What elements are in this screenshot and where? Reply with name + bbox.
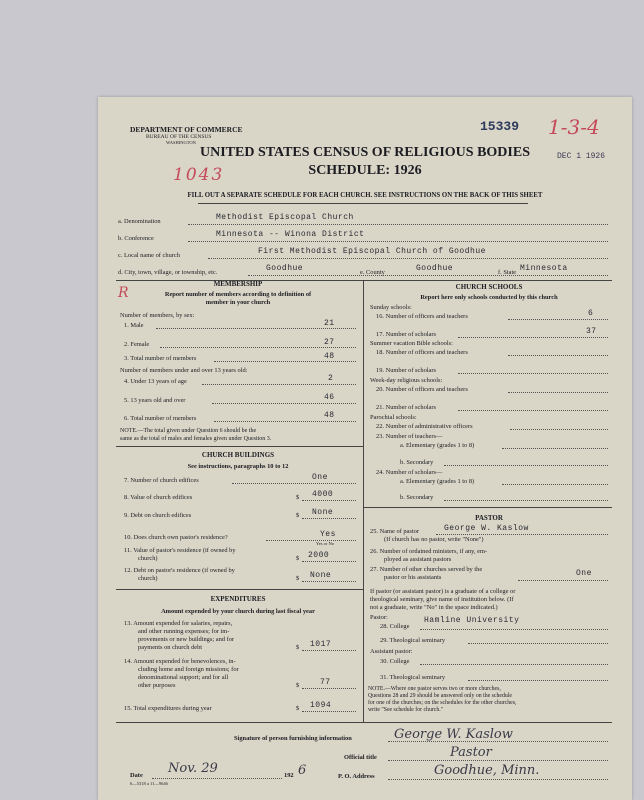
denomination-label: a. Denomination	[118, 218, 161, 225]
pastor-sub-label: Pastor:	[370, 614, 388, 621]
q3-value: 48	[324, 352, 335, 361]
q30-label: 30. College	[380, 658, 410, 665]
q14-value: 77	[320, 678, 331, 687]
expenditures-rule	[116, 589, 363, 590]
received-stamp: DEC 1 1926	[557, 152, 606, 161]
q9-dollar: $	[296, 512, 300, 519]
q14-label-3: denominational support; and for all	[138, 674, 229, 681]
local-name-label: c. Local name of church	[118, 252, 180, 259]
q17-line	[458, 337, 608, 338]
q13-label-1: 13. Amount expended for salaries, repairs,	[124, 620, 233, 627]
buildings-heading: CHURCH BUILDINGS	[201, 451, 275, 459]
q18-label: 18. Number of officers and teachers	[376, 349, 468, 356]
q12-label-2: church)	[138, 575, 158, 582]
q8-value: 4000	[312, 490, 334, 499]
q4-line	[202, 384, 356, 385]
q15-dollar: $	[296, 705, 300, 712]
college-note-1: If pastor (or assistant pastor) is a graduate of a college or	[370, 588, 516, 595]
signature-label: Signature of person furnishing information	[234, 735, 352, 742]
city-field-label: d. City, town, village, or township, etc.	[118, 269, 218, 276]
q24-label: 24. Number of scholars—	[376, 469, 443, 476]
q23b-line	[444, 465, 608, 466]
q6-line	[214, 421, 356, 422]
q16-value: 6	[588, 309, 594, 318]
q27-line	[518, 580, 608, 581]
membership-intro-2: member in your church	[205, 299, 271, 306]
q26-label-2: ployed as assistant pastors	[384, 556, 452, 563]
conference-value: Minnesota -- Winona District	[216, 230, 365, 239]
q12-dollar: $	[296, 575, 300, 582]
q6-label: 6. Total number of members	[124, 415, 197, 422]
q23a-line	[502, 448, 608, 449]
state-value: Minnesota	[520, 264, 568, 273]
age-label: Number of members under and over 13 years old:	[120, 367, 248, 374]
q7-label: 7. Number of church edifices	[124, 477, 199, 484]
college-note-2: theological seminary, give name of institution below. (If	[370, 596, 514, 603]
membership-note-1: NOTE.—The total given under Question 6 should be the	[120, 428, 257, 434]
buildings-rule	[116, 446, 363, 447]
city-label: WASHINGTON	[166, 140, 196, 145]
q8-dollar: $	[296, 494, 300, 501]
q23a-label: a. Elementary (grades 1 to 8)	[400, 442, 475, 449]
q13-value: 1017	[310, 640, 332, 649]
q4-label: 4. Under 13 years of age	[124, 378, 187, 385]
q2-value: 27	[324, 338, 335, 347]
q14-label-4: other purposes	[138, 682, 176, 689]
title-value: Pastor	[450, 745, 492, 760]
q15-label: 15. Total expenditures during year	[124, 705, 212, 712]
year-suffix: 6	[298, 763, 307, 778]
assistant-label: Assistant pastor:	[370, 648, 413, 655]
expenditures-heading: EXPENDITURES	[210, 595, 266, 603]
q2-label: 2. Female	[124, 341, 150, 348]
q2-line	[160, 347, 356, 348]
q20-line	[508, 392, 608, 393]
by-sex-label: Number of members, by sex:	[120, 312, 195, 319]
q1-label: 1. Male	[124, 322, 144, 329]
title-label: Official title	[344, 754, 377, 761]
date-label: Date	[130, 772, 143, 779]
census-schedule-page	[98, 97, 632, 800]
q8-line	[302, 500, 356, 501]
pastor-note-1: NOTE.—Where one pastor serves two or more churches,	[368, 686, 501, 692]
membership-note-2: same as the total of males and females given under Question 3.	[120, 436, 272, 442]
q16-line	[508, 319, 608, 320]
q24a-label: a. Elementary (grades 1 to 8)	[400, 478, 475, 485]
q20-label: 20. Number of officers and teachers	[376, 386, 468, 393]
q5-line	[212, 403, 356, 404]
conference-line	[188, 241, 608, 242]
state-label: f. State	[498, 269, 517, 276]
dept-label: DEPARTMENT OF COMMERCE	[130, 125, 243, 134]
q15-line	[302, 711, 356, 712]
q23b-label: b. Secondary	[400, 459, 434, 466]
q9-label: 9. Debt on church edifices	[124, 512, 192, 519]
date-value: Nov. 29	[168, 761, 218, 776]
city-value: Goodhue	[266, 264, 304, 273]
form-title: UNITED STATES CENSUS OF RELIGIOUS BODIES	[199, 145, 530, 160]
pastor-rule	[363, 507, 612, 508]
schools-heading: CHURCH SCHOOLS	[455, 283, 523, 291]
q9-value: None	[312, 508, 334, 517]
q10-line	[266, 540, 356, 541]
denomination-line	[188, 224, 608, 225]
q17-label: 17. Number of scholars	[376, 331, 436, 338]
address-label: P. O. Address	[338, 773, 375, 780]
q11-label-2: church)	[138, 555, 158, 562]
q10-label: 10. Does church own pastor's residence?	[124, 534, 228, 541]
q6-value: 48	[324, 411, 335, 420]
q13-label-4: payments on church debt	[138, 644, 203, 651]
instructions: FILL OUT A SEPARATE SCHEDULE FOR EACH CHURCH. SEE INSTRUCTIONS ON THE BACK OF THIS SHEET	[187, 192, 543, 199]
q9-line	[302, 518, 356, 519]
q30-line	[420, 664, 608, 665]
q25-label: 25. Name of pastor	[370, 528, 419, 535]
address-value: Goodhue, Minn.	[434, 763, 540, 778]
q27-label-1: 27. Number of other churches served by the	[370, 566, 483, 573]
expenditures-sub: Amount expended by your church during last fiscal year	[161, 608, 315, 615]
q13-label-2: and other running expenses; for im-	[138, 628, 230, 635]
county-label: e. County	[360, 269, 385, 276]
q12-value: None	[310, 571, 332, 580]
q14-dollar: $	[296, 682, 300, 689]
title-line	[388, 760, 608, 761]
weekday-label: Week-day religious schools:	[370, 377, 443, 384]
pastor-heading: PASTOR	[475, 514, 503, 522]
q11-value: 2000	[308, 551, 330, 560]
county-value: Goodhue	[416, 264, 454, 273]
q31-label: 31. Theological seminary	[380, 674, 446, 681]
q19-label: 19. Number of scholars	[376, 367, 436, 374]
header-rule	[198, 203, 528, 204]
q31-line	[468, 680, 608, 681]
q7-value: One	[312, 473, 328, 482]
form-subtitle: SCHEDULE: 1926	[308, 163, 422, 178]
q28-value: Hamline University	[424, 616, 520, 625]
q5-value: 46	[324, 393, 335, 402]
section-bottom-rule	[116, 722, 612, 723]
q11-label-1: 11. Value of pastor's residence (if owned by	[124, 547, 236, 554]
q29-label: 29. Theological seminary	[380, 637, 446, 644]
membership-heading: MEMBERSHIP	[213, 280, 263, 288]
q29-line	[468, 643, 608, 644]
q14-label-2: cluding home and foreign missions; for	[138, 666, 239, 673]
q10-value: Yes	[320, 530, 336, 539]
q14-line	[302, 688, 356, 689]
q3-label: 3. Total number of members	[124, 355, 197, 362]
q8-label: 8. Value of church edifices	[124, 494, 193, 501]
q13-label-3: provements or new buildings; and for	[138, 636, 235, 643]
red-r-mark: R	[118, 285, 129, 301]
q22-line	[510, 429, 608, 430]
pastor-note-2: Questions 28 and 29 should be answered only on the schedule	[368, 693, 512, 699]
bureau-label: BUREAU OF THE CENSUS	[146, 134, 212, 140]
q3-line	[214, 361, 356, 362]
q24b-line	[444, 500, 608, 501]
pastor-note-4: write "See schedule for church."	[368, 707, 444, 713]
q25-hint: (If church has no pastor, write "None")	[384, 536, 484, 543]
denomination-value: Methodist Episcopal Church	[216, 213, 354, 222]
q27-value: One	[576, 569, 592, 578]
signature-value: George W. Kaslow	[394, 727, 513, 742]
q16-label: 16. Number of officers and teachers	[376, 313, 468, 320]
pastor-note-3: for one of the churches; on the schedules for the other churches,	[368, 700, 517, 706]
summer-label: Summer vacation Bible schools:	[370, 340, 453, 347]
local-name-line	[208, 258, 608, 259]
q15-value: 1094	[310, 701, 332, 710]
red-annotation: 1-3-4	[548, 115, 600, 139]
address-line	[388, 779, 608, 780]
q18-line	[508, 355, 608, 356]
q26-label-1: 26. Number of ordained ministers, if any, em-	[370, 548, 488, 555]
q21-label: 21. Number of scholars	[376, 404, 436, 411]
q21-line	[458, 410, 608, 411]
q14-label-1: 14. Amount expended for benevolences, in-	[124, 658, 236, 665]
column-divider	[363, 280, 364, 722]
q1-value: 21	[324, 319, 335, 328]
red-number: 1043	[173, 165, 225, 185]
schools-sub: Report here only schools conducted by this church	[420, 294, 558, 301]
local-name-value: First Methodist Episcopal Church of Goodhue	[258, 247, 486, 256]
q12-line	[302, 581, 356, 582]
q27-label-2: pastor or his assistants	[384, 574, 442, 581]
q22-label: 22. Number of administrative officers	[376, 423, 473, 430]
q28-line	[420, 629, 608, 630]
q11-dollar: $	[296, 555, 300, 562]
q10-hint: Yes or No	[316, 541, 335, 546]
city-line	[248, 275, 608, 276]
sunday-label: Sunday schools:	[370, 304, 412, 311]
buildings-sub: See instructions, paragraphs 10 to 12	[187, 463, 289, 470]
membership-intro-1: Report number of members according to definition of	[164, 291, 312, 298]
q13-dollar: $	[296, 644, 300, 651]
q1-line	[156, 328, 356, 329]
q11-line	[302, 561, 356, 562]
q13-line	[302, 650, 356, 651]
q28-label: 28. College	[380, 623, 410, 630]
parochial-label: Parochial schools:	[370, 414, 417, 421]
q17-value: 37	[586, 327, 597, 336]
year-prefix: 192	[284, 772, 294, 779]
q24a-line	[502, 484, 608, 485]
form-codes: 6—5318 a 11—9646	[130, 781, 168, 786]
date-line	[152, 778, 282, 779]
schedule-number: 15339	[480, 119, 520, 134]
q4-value: 2	[328, 374, 334, 383]
q23-label: 23. Number of teachers—	[376, 433, 443, 440]
q25-line	[436, 534, 608, 535]
q24b-label: b. Secondary	[400, 494, 434, 501]
q12-label-1: 12. Debt on pastor's residence (if owned by	[124, 567, 235, 574]
college-note-3: not a graduate, write "No" in the space indicated.)	[370, 604, 498, 611]
conference-label: b. Conference	[118, 235, 154, 242]
q19-line	[458, 373, 608, 374]
q25-value: George W. Kaslow	[444, 524, 529, 533]
q7-line	[232, 483, 356, 484]
q5-label: 5. 13 years old and over	[124, 397, 186, 404]
